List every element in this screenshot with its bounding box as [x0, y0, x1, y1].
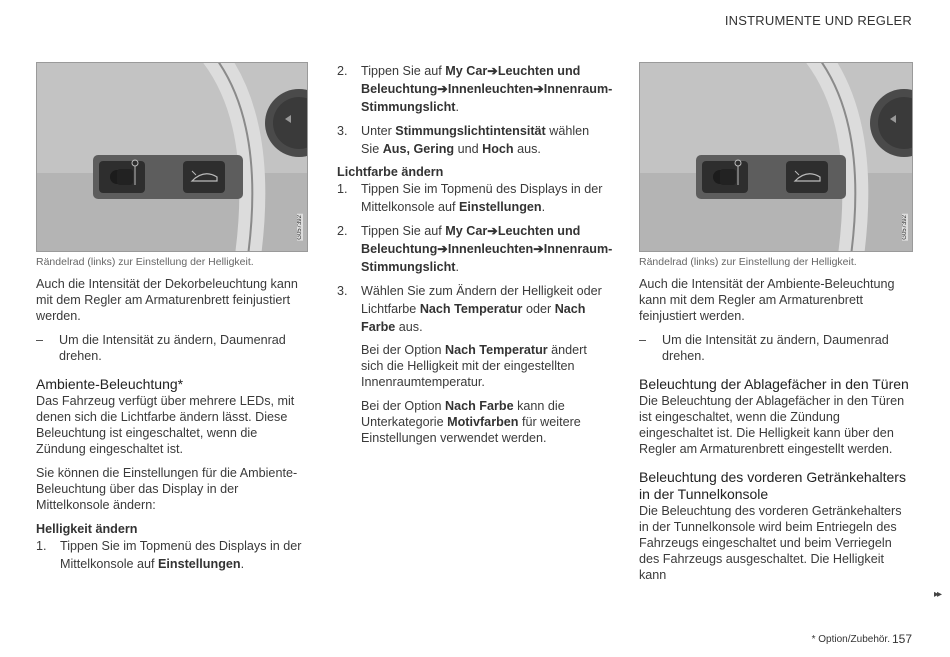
menu-path-mood-light: Innenraum-Stimmungslicht [361, 242, 613, 274]
step-text-pre: Tippen Sie auf [361, 224, 446, 238]
footnote: * Option/Zubehör. [811, 634, 890, 645]
dashboard-illustration-svg [37, 63, 308, 252]
section-title: INSTRUMENTE UND REGLER [724, 13, 912, 28]
menu-mood-intensity: Stimmungslichtintensität [395, 124, 546, 138]
list-item [337, 122, 609, 158]
list-item [337, 222, 613, 276]
option-by-color: Nach Farbe [361, 302, 586, 334]
menu-settings: Einstellungen [158, 557, 241, 571]
dash-list-item [36, 332, 308, 364]
list-item [337, 62, 613, 116]
para-text-post: ändert sich die Helligkeit mit der eingestellten Innenraumtemperatur. [361, 343, 587, 389]
step-text-post: . [455, 100, 459, 114]
option-separator: , [406, 142, 414, 156]
step-text-post: . [455, 260, 459, 274]
menu-path-interior-lights: Innenleuchten [447, 242, 534, 256]
dashboard-illustration-svg [640, 63, 913, 252]
step-text-and: und [454, 142, 483, 156]
para-text-mid: kann die Unterkategorie [361, 399, 565, 429]
arrow-right-icon: ➔ [437, 82, 448, 96]
step-number: 1. [337, 182, 348, 196]
step-text-post: . [541, 200, 546, 214]
subheading-brightness: Helligkeit ändern [36, 522, 138, 536]
option-by-temperature: Nach Temperatur [445, 343, 548, 357]
heading-cupholder-lighting: Beleuchtung des vorderen Getränkehalters in der Tunnelkonsole [639, 469, 906, 502]
menu-path-mycar: My Car [445, 64, 488, 78]
dash-marker: – [639, 333, 647, 347]
step-text-pre: Tippen Sie im Topmenü des Displays in der Mittelkonsole auf [60, 539, 302, 571]
step-number: 3. [337, 124, 348, 138]
step-number: 2. [337, 64, 348, 78]
option-high: Hoch [482, 142, 514, 156]
storage-paragraph: Die Beleuchtung der Ablagefächer in den Türen ist eingeschaltet, wenn die Zündung eingeschaltet ist. Die Helligkeit kann über den Regler am Armaturenbrett eingestellt werden. [639, 394, 905, 456]
menu-path-mycar: My Car [445, 224, 488, 238]
step-number: 1. [36, 539, 47, 553]
option-low: Gering [413, 142, 455, 156]
ambient-paragraph-2: Sie können die Einstellungen für die Ambiente-Beleuchtung über das Display in der Mittelkonsole ändern: [36, 466, 298, 512]
menu-settings: Einstellungen [459, 200, 542, 214]
menu-path-lights: Leuchten und Beleuchtung [361, 224, 581, 256]
figure-code: G057392 [902, 215, 908, 240]
option-by-color: Nach Farbe [445, 399, 514, 413]
step-text-mid: oder [522, 302, 555, 316]
figure-caption: Rändelrad (links) zur Einstellung der Helligkeit. [639, 256, 857, 268]
intro-paragraph: Auch die Intensität der Dekorbeleuchtung kann mit dem Regler am Armaturenbrett feinjustiert werden. [36, 277, 298, 323]
column-left [36, 62, 308, 579]
color-option-paragraph [337, 398, 609, 446]
list-item [337, 282, 609, 336]
step-text-mid: wählen Sie [361, 124, 590, 156]
dashboard-thumbwheel-illustration [639, 62, 913, 252]
intro-paragraph: Auch die Intensität der Ambiente-Beleuchtung kann mit dem Regler am Armaturenbrett feinjustiert werden. [639, 277, 895, 323]
dash-item-text: Um die Intensität zu ändern, Daumenrad drehen. [662, 333, 889, 363]
figure-code: G057392 [297, 215, 303, 240]
cupholder-paragraph: Die Beleuchtung des vorderen Getränkehalters in der Tunnelkonsole wird beim Entriegeln des Fahrzeugs eingeschaltet und beim Verriegeln des Fahrzeugs ausgeschaltet. Die Helligkeit kann [639, 504, 902, 582]
step-text [361, 62, 612, 116]
step-number: 3. [337, 284, 348, 298]
dash-marker: – [36, 333, 44, 347]
arrow-right-icon: ➔ [533, 242, 544, 256]
heading-door-storage-lighting: Beleuchtung der Ablagefächer in den Türen [639, 376, 909, 392]
para-text-pre: Bei der Option [361, 343, 446, 357]
step-text [361, 180, 609, 216]
color-steps [337, 180, 613, 336]
step-text-pre: Tippen Sie im Topmenü des Displays in der Mittelkonsole auf [361, 182, 603, 214]
dash-list-item [639, 332, 913, 364]
dashboard-thumbwheel-illustration [36, 62, 308, 252]
step-text-pre: Tippen Sie auf [361, 64, 446, 78]
arrow-right-icon: ➔ [487, 224, 498, 238]
step-text-post: aus. [513, 142, 541, 156]
option-off: Aus [382, 142, 407, 156]
list-item [36, 537, 308, 573]
arrow-right-icon: ➔ [533, 82, 544, 96]
menu-path-mood-light: Innenraum-Stimmungslicht [361, 82, 613, 114]
step-text-pre: Unter [361, 124, 396, 138]
step-text [361, 222, 612, 276]
step-text [60, 537, 308, 573]
menu-path-lights: Leuchten und Beleuchtung [361, 64, 581, 96]
step-text-post: aus. [395, 320, 423, 334]
arrow-right-icon: ➔ [487, 64, 498, 78]
subheading-light-color: Lichtfarbe ändern [337, 165, 444, 179]
dash-item-text: Um die Intensität zu ändern, Daumenrad drehen. [59, 333, 286, 363]
heading-ambient-lighting: Ambiente-Beleuchtung* [36, 376, 184, 392]
brightness-steps [36, 537, 308, 573]
page-number: 157 [891, 632, 912, 646]
column-middle [337, 62, 613, 454]
step-text-post: . [240, 557, 245, 571]
para-text-pre: Bei der Option [361, 399, 446, 413]
step-text [361, 282, 609, 336]
continue-arrows-icon: ▸▸ [933, 589, 940, 600]
option-by-temperature: Nach Temperatur [419, 302, 523, 316]
menu-path-interior-lights: Innenleuchten [447, 82, 534, 96]
list-item [337, 180, 609, 216]
ambient-paragraph-1: Das Fahrzeug verfügt über mehrere LEDs, mit denen sich die Lichtfarbe ändern lässt. Diese Beleuchtung ist eingeschaltet, wenn die Zündung eingeschaltet ist. [36, 394, 295, 456]
temperature-option-paragraph [337, 342, 609, 390]
step-number: 2. [337, 224, 348, 238]
option-motif-colors: Motivfarben [447, 415, 519, 429]
para-text-post: für weitere Einstellungen verwendet werden. [361, 415, 581, 445]
column-right [639, 62, 913, 591]
step-text-pre: Wählen Sie zum Ändern der Helligkeit oder Lichtfarbe [361, 284, 602, 316]
figure-caption: Rändelrad (links) zur Einstellung der Helligkeit. [36, 256, 254, 268]
brightness-steps-continued [337, 62, 613, 158]
arrow-right-icon: ➔ [437, 242, 448, 256]
step-text [361, 122, 609, 158]
